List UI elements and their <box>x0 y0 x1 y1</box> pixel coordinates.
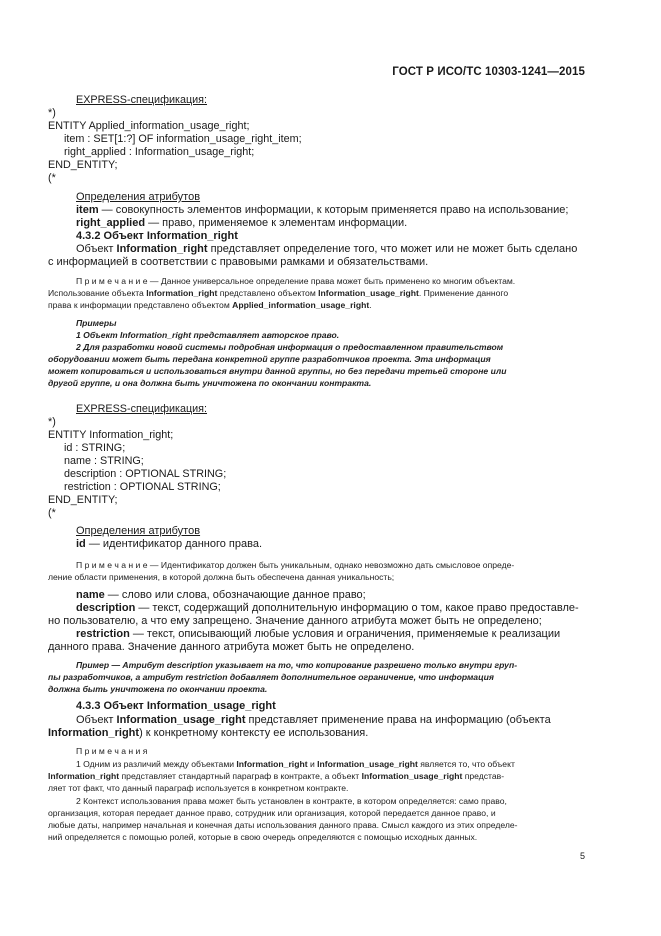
example-line: 2 Для разработки новой системы подробная информация о предоставленном правительством <box>76 342 504 352</box>
term: Information_right <box>116 243 208 255</box>
paragraph-line: с информацией в соответствии с правовыми рамками и обязательствами. <box>48 256 429 268</box>
examples-title: Примеры <box>76 318 117 328</box>
term: name <box>76 589 105 601</box>
example-line: пы разработчиков, а атрибут restriction добавляет дополнительное ограничение, что информация <box>48 672 494 682</box>
text: и <box>307 759 318 769</box>
example-line: другой группе, и она должна быть уничтожена по окончании контракта. <box>48 378 372 388</box>
attributes-title: Определения атрибутов <box>76 191 201 203</box>
text: . <box>369 300 372 310</box>
note-line: П р и м е ч а н и е — Данное универсальное определение права может быть применено ко многим объектам. <box>76 276 516 286</box>
note-line: П р и м е ч а н и е — Идентификатор должен быть уникальным, однако невозможно дать смысловое опреде- <box>76 560 515 570</box>
text: права к информации представлено объектом <box>48 300 233 310</box>
term: item <box>76 204 99 216</box>
term: Information_usage_right <box>116 714 246 726</box>
express-label: EXPRESS-спецификация: <box>76 94 208 106</box>
text: представляет применение права на информацию (объекта <box>245 714 551 726</box>
definition-item <box>76 589 366 602</box>
paragraph-line <box>76 243 577 256</box>
note-line: ний определяется с помощью ролей, которые в свою очередь определяются с помощью исходных данных. <box>48 832 478 842</box>
definition-item <box>76 628 560 641</box>
attr-line: description : OPTIONAL STRING; <box>64 468 227 480</box>
end-entity-line: END_ENTITY; <box>48 159 118 171</box>
term: Information_right <box>48 727 140 739</box>
term: Information_right <box>236 759 308 769</box>
term: right_applied <box>76 217 146 229</box>
page-number: 5 <box>579 851 585 861</box>
section-heading: 4.3.2 Объект Information_right <box>76 230 238 242</box>
definition-text: — слово или слова, обозначающие данное право; <box>104 589 366 601</box>
attr-line: restriction : OPTIONAL STRING; <box>64 481 221 493</box>
paragraph-line: данного права. Значение данного атрибута может быть не определено. <box>48 641 415 653</box>
example-line: 1 Объект Information_right представляет авторское право. <box>76 330 340 340</box>
document-header: ГОСТ Р ИСО/ТС 10303-1241—2015 <box>392 66 585 78</box>
term: Information_right <box>48 771 120 781</box>
attr-line: right_applied : Information_usage_right; <box>64 146 255 158</box>
attr-line: id : STRING; <box>64 442 126 454</box>
note-line <box>48 288 508 299</box>
express-label: EXPRESS-спецификация: <box>76 403 208 415</box>
definition-text: — идентификатор данного права. <box>85 538 262 550</box>
text: представляет стандартный параграф в контракте, а объект <box>119 771 362 781</box>
express-close: (* <box>48 507 56 519</box>
note-line <box>48 771 504 782</box>
definition-item <box>76 217 407 230</box>
text: 1 Одним из различий между объектами <box>76 759 237 769</box>
text: представлено объектом <box>217 288 319 298</box>
entity-line: ENTITY Information_right; <box>48 429 174 441</box>
term: Applied_information_usage_right <box>232 300 370 310</box>
term: restriction <box>76 628 130 640</box>
term: Information_usage_right <box>361 771 463 781</box>
term: Information_right <box>146 288 218 298</box>
express-open: *) <box>48 107 56 119</box>
definition-item <box>76 602 579 615</box>
text: Использование объекта <box>48 288 147 298</box>
example-line: должна быть уничтожена по окончании проекта. <box>48 684 268 694</box>
note-line <box>76 759 515 770</box>
text: является то, что объект <box>417 759 515 769</box>
text: представ- <box>462 771 505 781</box>
example-line: может копироваться и использоваться внутри данной группы, но без передачи третьей стороне или <box>48 366 507 376</box>
term: id <box>76 538 86 550</box>
note-line: 2 Контекст использования права может быть установлен в контракте, в котором определяется: само право, <box>76 796 507 806</box>
end-entity-line: END_ENTITY; <box>48 494 118 506</box>
text: представляет определение того, что может или не может быть сделано <box>207 243 578 255</box>
note-line: любые даты, например начальная и конечная даты использования данного права. Смысл каждого из этих определе- <box>48 820 518 830</box>
text: . Применение данного <box>418 288 509 298</box>
attributes-title: Определения атрибутов <box>76 525 201 537</box>
paragraph-line: но пользователю, а что ему запрещено. Значение данного атрибута может быть не определено; <box>48 615 542 627</box>
note-line: организация, которая передает данное право, сотрудник или организация, которой передается данное право, и <box>48 808 496 818</box>
definition-item <box>76 204 568 217</box>
term: Information_usage_right <box>317 759 418 769</box>
text: Объект <box>76 714 117 726</box>
definition-item <box>76 538 262 551</box>
section-heading: 4.3.3 Объект Information_usage_right <box>76 700 276 712</box>
term: Information_usage_right <box>318 288 419 298</box>
term: description <box>76 602 136 614</box>
paragraph-line <box>76 714 551 727</box>
example-line: оборудовании может быть передана конкретной группе разработчиков проекта. Эта информация <box>48 354 491 364</box>
entity-line: ENTITY Applied_information_usage_right; <box>48 120 250 132</box>
definition-text: — право, применяемое к элементам информации. <box>145 217 408 229</box>
notes-title: П р и м е ч а н и я <box>76 746 148 756</box>
example-line: Пример — Атрибут description указывает на то, что копирование разрешено только внутри груп- <box>76 660 518 670</box>
note-line: ление области применения, в которой должна быть обеспечена данная уникальность; <box>48 572 395 582</box>
express-close: (* <box>48 172 56 184</box>
text: ) к конкретному контексту ее использования. <box>139 727 369 739</box>
note-line: ляет тот факт, что данный параграф используется в конкретном контракте. <box>48 783 349 793</box>
definition-text: — текст, описывающий любые условия и ограничения, применяемые к реализации <box>129 628 561 640</box>
express-open: *) <box>48 416 56 428</box>
attr-line: name : STRING; <box>64 455 144 467</box>
note-line <box>48 300 372 311</box>
text: Объект <box>76 243 117 255</box>
attr-line: item : SET[1:?] OF information_usage_right_item; <box>64 133 302 145</box>
paragraph-line <box>48 727 368 740</box>
definition-text: — текст, содержащий дополнительную информацию о том, какое право предоставле- <box>135 602 579 614</box>
definition-text: — совокупность элементов информации, к которым применяется право на использование; <box>98 204 569 216</box>
